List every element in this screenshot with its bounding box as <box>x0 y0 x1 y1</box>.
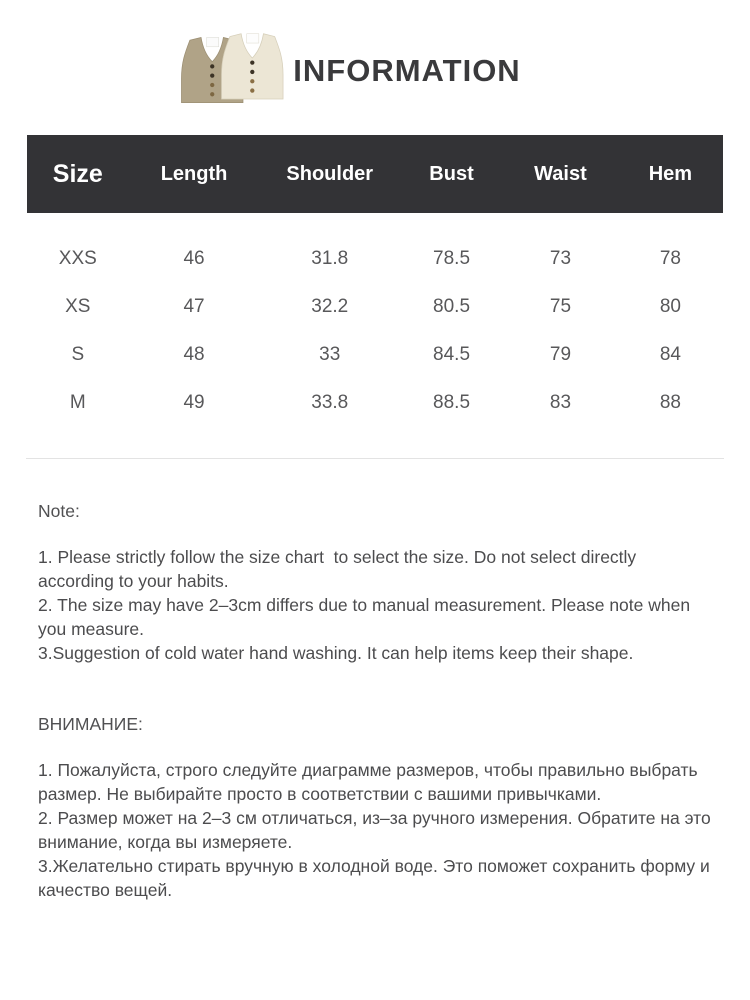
cell-hem: 88 <box>659 392 681 413</box>
note-list-english <box>38 545 714 665</box>
cell-length: 49 <box>183 392 205 413</box>
page-title: INFORMATION <box>293 53 521 88</box>
cell-hem: 78 <box>659 248 681 269</box>
information-header <box>0 0 722 112</box>
column-header-waist: Waist <box>534 162 587 185</box>
attention-heading: ВНИМАНИЕ: <box>38 714 143 734</box>
cell-waist: 79 <box>549 344 572 365</box>
cell-bust: 88.5 <box>433 392 471 413</box>
note-heading: Note: <box>38 501 80 521</box>
cell-size: XXS <box>58 248 97 269</box>
table-row-m <box>27 379 723 427</box>
note-item-2: 2. The size may have 2–3cm differs due to manual measurement. Please note when you measure. <box>38 595 695 639</box>
cell-bust: 84.5 <box>433 344 471 365</box>
cell-waist: 83 <box>549 392 572 413</box>
cell-size: M <box>69 392 86 413</box>
attention-item-2: 2. Размер может на 2–3 см отличаться, из–за ручного измерения. Обратите на это внимание, когда вы измеряете. <box>38 808 716 852</box>
cell-waist: 73 <box>549 248 572 269</box>
note-item-3: 3.Suggestion of cold water hand washing. It can help items keep their shape. <box>38 643 634 663</box>
vest-garments-icon <box>173 30 285 112</box>
attention-item-1: 1. Пожалуйста, строго следуйте диаграмме размеров, чтобы правильно выбрать размер. Не выбирайте просто в соответствии с вашими привычками. <box>38 760 703 804</box>
cell-size: S <box>71 344 85 365</box>
column-header-length: Length <box>160 162 228 185</box>
note-item-1: 1. Please strictly follow the size chart to select the size. Do not select directly according to your habits. <box>38 547 642 591</box>
cell-length: 48 <box>183 344 205 365</box>
cell-shoulder: 33 <box>319 344 341 365</box>
section-divider <box>26 458 724 459</box>
cell-hem: 84 <box>659 344 681 365</box>
column-header-bust: Bust <box>429 162 474 185</box>
cell-waist: 75 <box>549 296 572 317</box>
cell-size: XS <box>65 296 91 317</box>
cell-hem: 80 <box>659 296 681 317</box>
cell-shoulder: 32.2 <box>311 296 349 317</box>
table-row-xs <box>27 283 723 331</box>
attention-item-3: 3.Желательно стирать вручную в холодной воде. Это поможет сохранить форму и качество вещей. <box>38 856 715 900</box>
cell-length: 46 <box>183 248 205 269</box>
table-row-xxs <box>27 235 723 283</box>
cell-bust: 78.5 <box>433 248 471 269</box>
cell-length: 47 <box>183 296 205 317</box>
cell-shoulder: 31.8 <box>311 248 349 269</box>
cell-bust: 80.5 <box>433 296 471 317</box>
notes-russian <box>0 714 750 902</box>
column-header-shoulder: Shoulder <box>286 162 374 185</box>
size-chart-header-row <box>27 135 723 213</box>
table-row-s <box>27 331 723 379</box>
column-header-hem: Hem <box>648 162 693 185</box>
size-chart-body <box>27 213 723 427</box>
size-chart-table <box>27 135 723 427</box>
cell-shoulder: 33.8 <box>311 392 349 413</box>
notes-english <box>0 501 750 665</box>
note-list-russian <box>38 758 714 902</box>
column-header-size: Size <box>52 159 103 188</box>
